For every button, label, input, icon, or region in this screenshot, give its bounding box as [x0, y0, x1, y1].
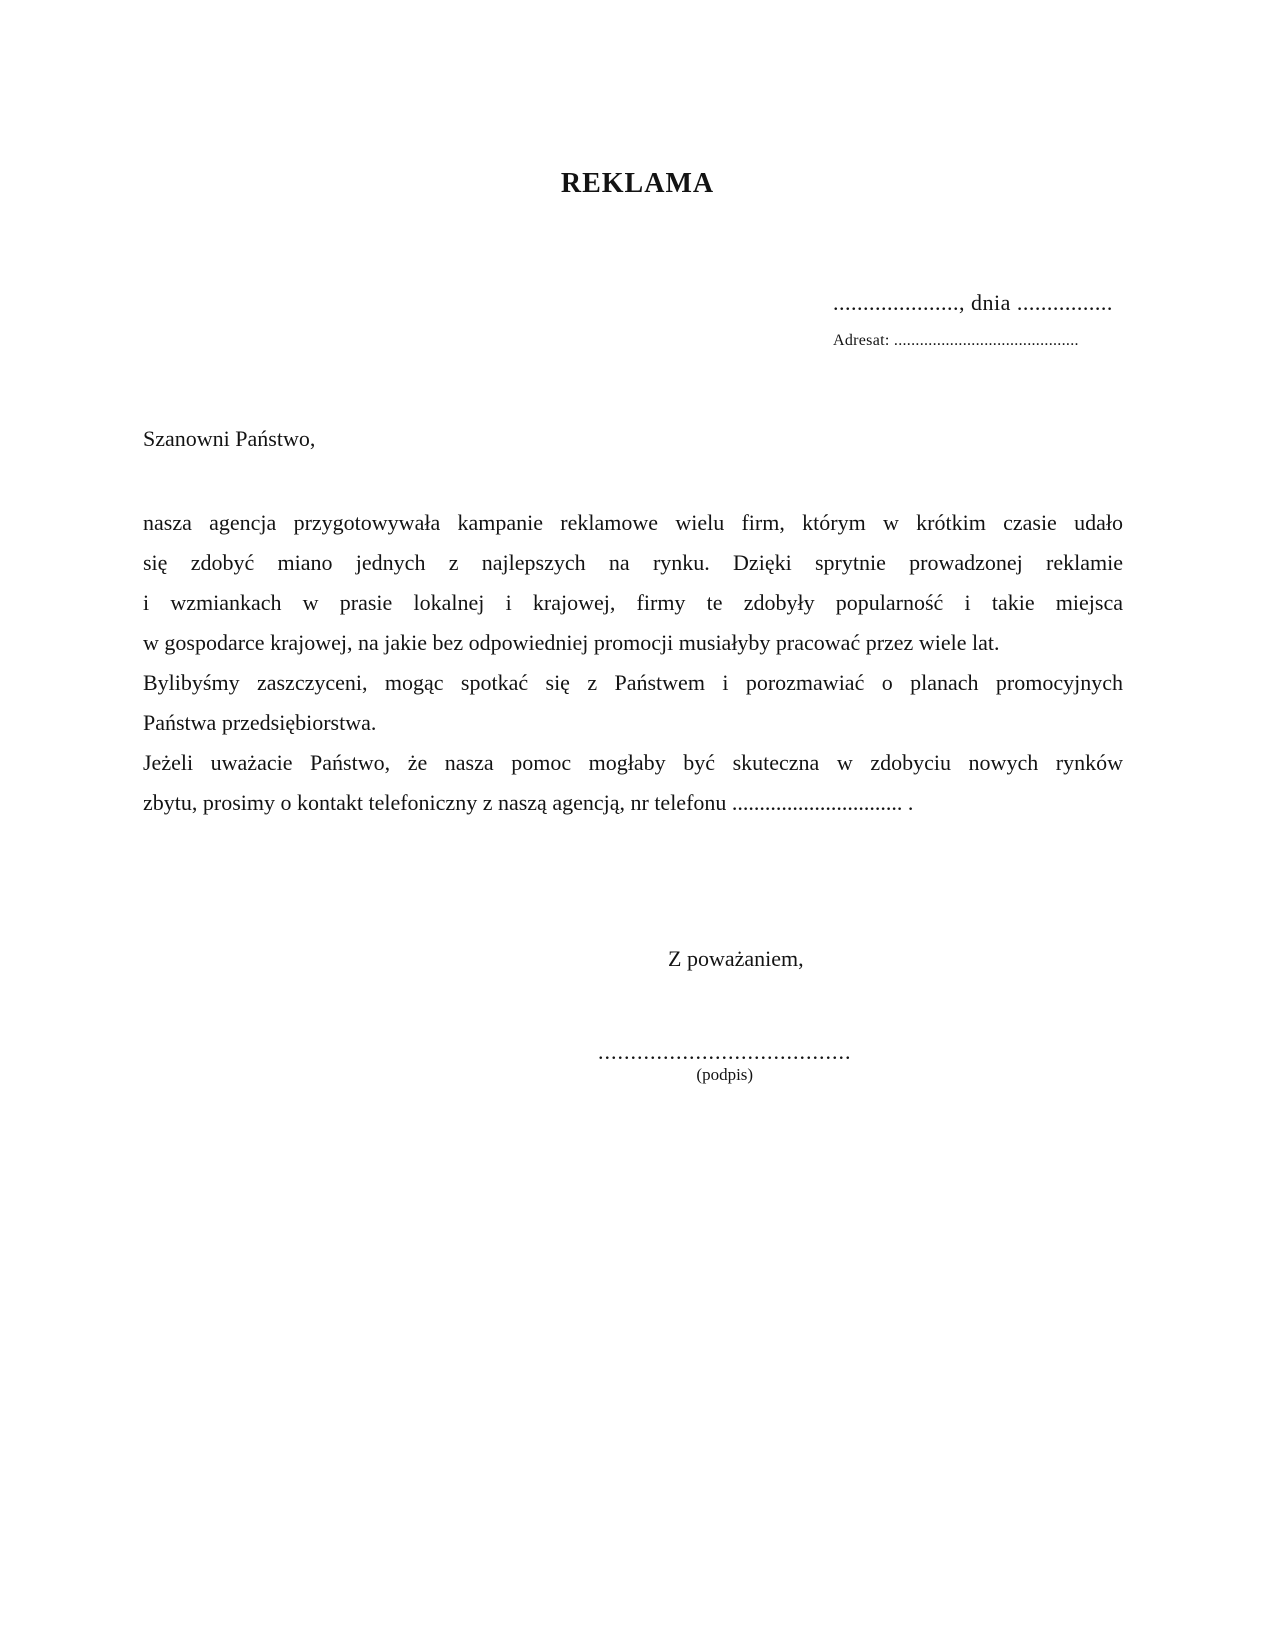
- date-blank-line: ....................., dnia ................: [833, 290, 1113, 315]
- signature-area: [598, 1040, 852, 1085]
- closing-phrase: Z poważaniem,: [668, 946, 804, 971]
- body-line: zbytu, prosimy o kontakt telefoniczny z naszą agencją, nr telefonu ............................... .: [143, 790, 914, 815]
- body-line: Państwa przedsiębiorstwa.: [143, 710, 377, 735]
- body-line: Bylibyśmy zaszczyceni, mogąc spotkać się z Państwem i porozmawiać o planach promocyjnych: [143, 670, 1123, 695]
- body-line: się zdobyć miano jednych z najlepszych na rynku. Dzięki sprytnie prowadzonej reklamie: [143, 550, 1123, 575]
- letter-header: [833, 290, 1113, 351]
- signature-caption: (podpis): [696, 1065, 754, 1084]
- addressee-blank-line: Adresat: ...........................................: [833, 332, 1079, 349]
- signature-blank-line: .......................................: [598, 1039, 852, 1064]
- body-line: Jeżeli uważacie Państwo, że nasza pomoc mogłaby być skuteczna w zdobyciu nowych rynków: [143, 750, 1123, 775]
- body-line: w gospodarce krajowej, na jakie bez odpowiedniej promocji musiałyby pracować przez wiele lat.: [143, 630, 1000, 655]
- body-line: i wzmiankach w prasie lokalnej i krajowej, firmy te zdobyły popularność i takie miejsca: [143, 590, 1123, 615]
- body-paragraph: [143, 503, 1123, 823]
- body-line: nasza agencja przygotowywała kampanie reklamowe wielu firm, którym w krótkim czasie udało: [143, 510, 1123, 535]
- salutation: Szanowni Państwo,: [143, 426, 316, 451]
- page-title: REKLAMA: [560, 168, 715, 199]
